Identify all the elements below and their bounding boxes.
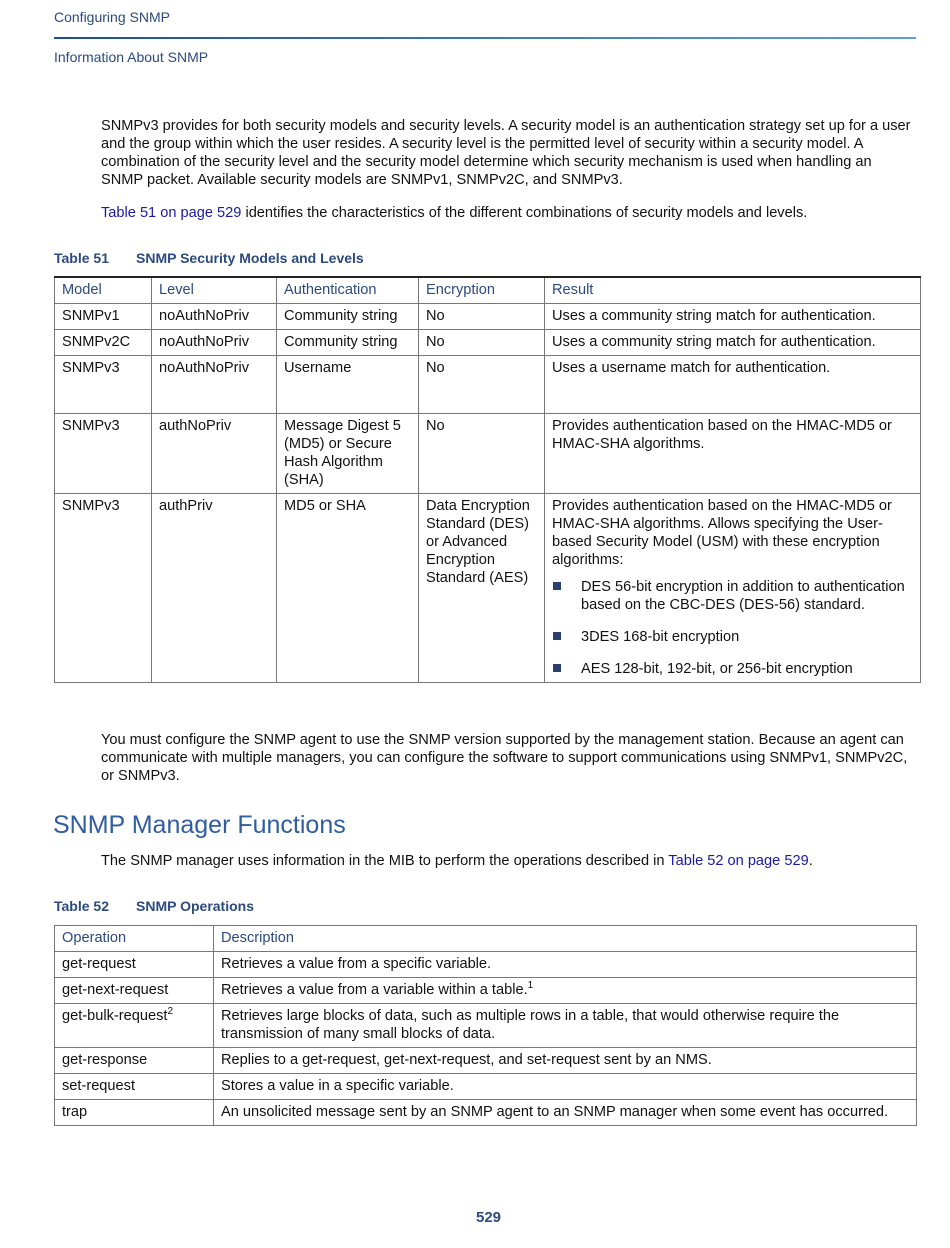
table-reference-paragraph xyxy=(101,204,916,222)
operation-cell xyxy=(55,978,214,1004)
footnote-marker[interactable]: 1 xyxy=(527,980,534,992)
intro-paragraph: SNMPv3 provides for both security models and security levels. A security model is an authentication strategy set up for a user and the group within which the user resides. A security level is the permitted level of security within a security model. A combination of the security level and the security model determine which security mechanism is used when handling an SNMP packet. Available security models are SNMPv1, SNMPv2C, and SNMPv3. xyxy=(101,118,911,188)
column-header: Level xyxy=(152,277,277,304)
table-header-row xyxy=(55,277,921,304)
operation-description: Retrieves a value from a variable within a table. xyxy=(221,982,528,998)
result-cell: Uses a username match for authentication. xyxy=(545,356,921,414)
encryption-cell: No xyxy=(419,304,545,330)
operation-name: get-response xyxy=(62,1052,148,1068)
operation-name: set-request xyxy=(62,1078,136,1094)
running-header-section: Information About SNMP xyxy=(54,49,209,65)
table-row xyxy=(55,1074,917,1100)
model-cell: SNMPv2C xyxy=(55,330,152,356)
column-header: Authentication xyxy=(277,277,419,304)
table51-link[interactable]: Table 51 on page 529 xyxy=(101,205,242,221)
list-item: AES 128-bit, 192-bit, or 256-bit encryption xyxy=(552,660,913,678)
operation-name: get-next-request xyxy=(62,982,169,998)
table-row xyxy=(55,356,921,414)
manager-text-end: . xyxy=(808,853,813,869)
description-cell xyxy=(214,1004,917,1048)
manager-text: The SNMP manager uses information in the MIB to perform the operations described in xyxy=(101,853,669,869)
table-row xyxy=(55,1004,917,1048)
column-header: Encryption xyxy=(419,277,545,304)
table-row xyxy=(55,978,917,1004)
encryption-cell: No xyxy=(419,356,545,414)
operation-cell xyxy=(55,1004,214,1048)
table-row xyxy=(55,330,921,356)
operation-description: An unsolicited message sent by an SNMP agent to an SNMP manager when some event has occurred. xyxy=(221,1104,889,1120)
model-cell: SNMPv3 xyxy=(55,414,152,494)
description-cell xyxy=(214,1100,917,1126)
level-cell: noAuthNoPriv xyxy=(152,304,277,330)
operation-cell xyxy=(55,1048,214,1074)
authentication-cell: Community string xyxy=(277,330,419,356)
footnote-marker[interactable]: 2 xyxy=(167,1006,174,1018)
result-cell: Uses a community string match for authentication. xyxy=(545,304,921,330)
table-header-row xyxy=(55,926,917,952)
operation-name: get-request xyxy=(62,956,136,972)
list-item: 3DES 168-bit encryption xyxy=(552,628,913,646)
table-row xyxy=(55,414,921,494)
header-rule xyxy=(54,37,916,39)
encryption-cell: Data Encryption Standard (DES) or Advanced Encryption Standard (AES) xyxy=(419,494,545,683)
table-row xyxy=(55,952,917,978)
operation-description: Retrieves a value from a specific variable. xyxy=(221,956,492,972)
operation-name: trap xyxy=(62,1104,88,1120)
table-reference-text: identifies the characteristics of the different combinations of security models and levels. xyxy=(241,205,808,221)
model-cell: SNMPv1 xyxy=(55,304,152,330)
description-cell xyxy=(214,1048,917,1074)
column-header: Result xyxy=(545,277,921,304)
column-header: Description xyxy=(214,926,917,952)
authentication-cell: Community string xyxy=(277,304,419,330)
encryption-algorithm-list xyxy=(552,578,913,678)
operation-name: get-bulk-request xyxy=(62,1008,168,1024)
level-cell: noAuthNoPriv xyxy=(152,356,277,414)
operation-description: Stores a value in a specific variable. xyxy=(221,1078,454,1094)
level-cell: noAuthNoPriv xyxy=(152,330,277,356)
result-cell: Provides authentication based on the HMAC-MD5 or HMAC-SHA algorithms. xyxy=(545,414,921,494)
model-cell: SNMPv3 xyxy=(55,356,152,414)
description-cell xyxy=(214,1074,917,1100)
table52-caption xyxy=(54,898,254,914)
agent-paragraph: You must configure the SNMP agent to use the SNMP version supported by the management station. Because an agent can communicate with multiple managers, you can configure the software to support communications using SNMPv1, SNMPv2C, or SNMPv3. xyxy=(101,732,908,784)
table51-title: SNMP Security Models and Levels xyxy=(136,250,364,266)
result-text: Provides authentication based on the HMAC-MD5 or HMAC-SHA algorithms. Allows specifying the User-based Security Model (USM) with these encryption algorithms: xyxy=(552,498,892,568)
operation-cell xyxy=(55,1074,214,1100)
table-row xyxy=(55,1100,917,1126)
table-row xyxy=(55,494,921,683)
result-cell xyxy=(545,494,921,683)
table-row xyxy=(55,304,921,330)
authentication-cell: MD5 or SHA xyxy=(277,494,419,683)
running-header-chapter: Configuring SNMP xyxy=(54,9,170,25)
level-cell: authPriv xyxy=(152,494,277,683)
security-models-table xyxy=(54,276,921,683)
authentication-cell: Username xyxy=(277,356,419,414)
authentication-cell: Message Digest 5 (MD5) or Secure Hash Algorithm (SHA) xyxy=(277,414,419,494)
table51-caption xyxy=(54,250,364,266)
table51-number: Table 51 xyxy=(54,250,109,266)
description-cell xyxy=(214,978,917,1004)
page-number: 529 xyxy=(475,1209,502,1226)
column-header: Operation xyxy=(55,926,214,952)
description-cell xyxy=(214,952,917,978)
snmp-operations-table xyxy=(54,925,917,1126)
list-item: DES 56-bit encryption in addition to authentication based on the CBC-DES (DES-56) standard. xyxy=(552,578,913,614)
table-row xyxy=(55,1048,917,1074)
level-cell: authNoPriv xyxy=(152,414,277,494)
operation-cell xyxy=(55,1100,214,1126)
manager-paragraph xyxy=(101,852,916,870)
model-cell: SNMPv3 xyxy=(55,494,152,683)
operation-cell xyxy=(55,952,214,978)
encryption-cell: No xyxy=(419,330,545,356)
operation-description: Replies to a get-request, get-next-request, and set-request sent by an NMS. xyxy=(221,1052,712,1068)
encryption-cell: No xyxy=(419,414,545,494)
section-heading: SNMP Manager Functions xyxy=(53,811,346,839)
table52-number: Table 52 xyxy=(54,898,109,914)
table52-link[interactable]: Table 52 on page 529 xyxy=(668,853,809,869)
result-cell: Uses a community string match for authentication. xyxy=(545,330,921,356)
column-header: Model xyxy=(55,277,152,304)
operation-description: Retrieves large blocks of data, such as multiple rows in a table, that would otherwise require the transmission of many small blocks of data. xyxy=(221,1008,840,1042)
table52-title: SNMP Operations xyxy=(136,898,254,914)
